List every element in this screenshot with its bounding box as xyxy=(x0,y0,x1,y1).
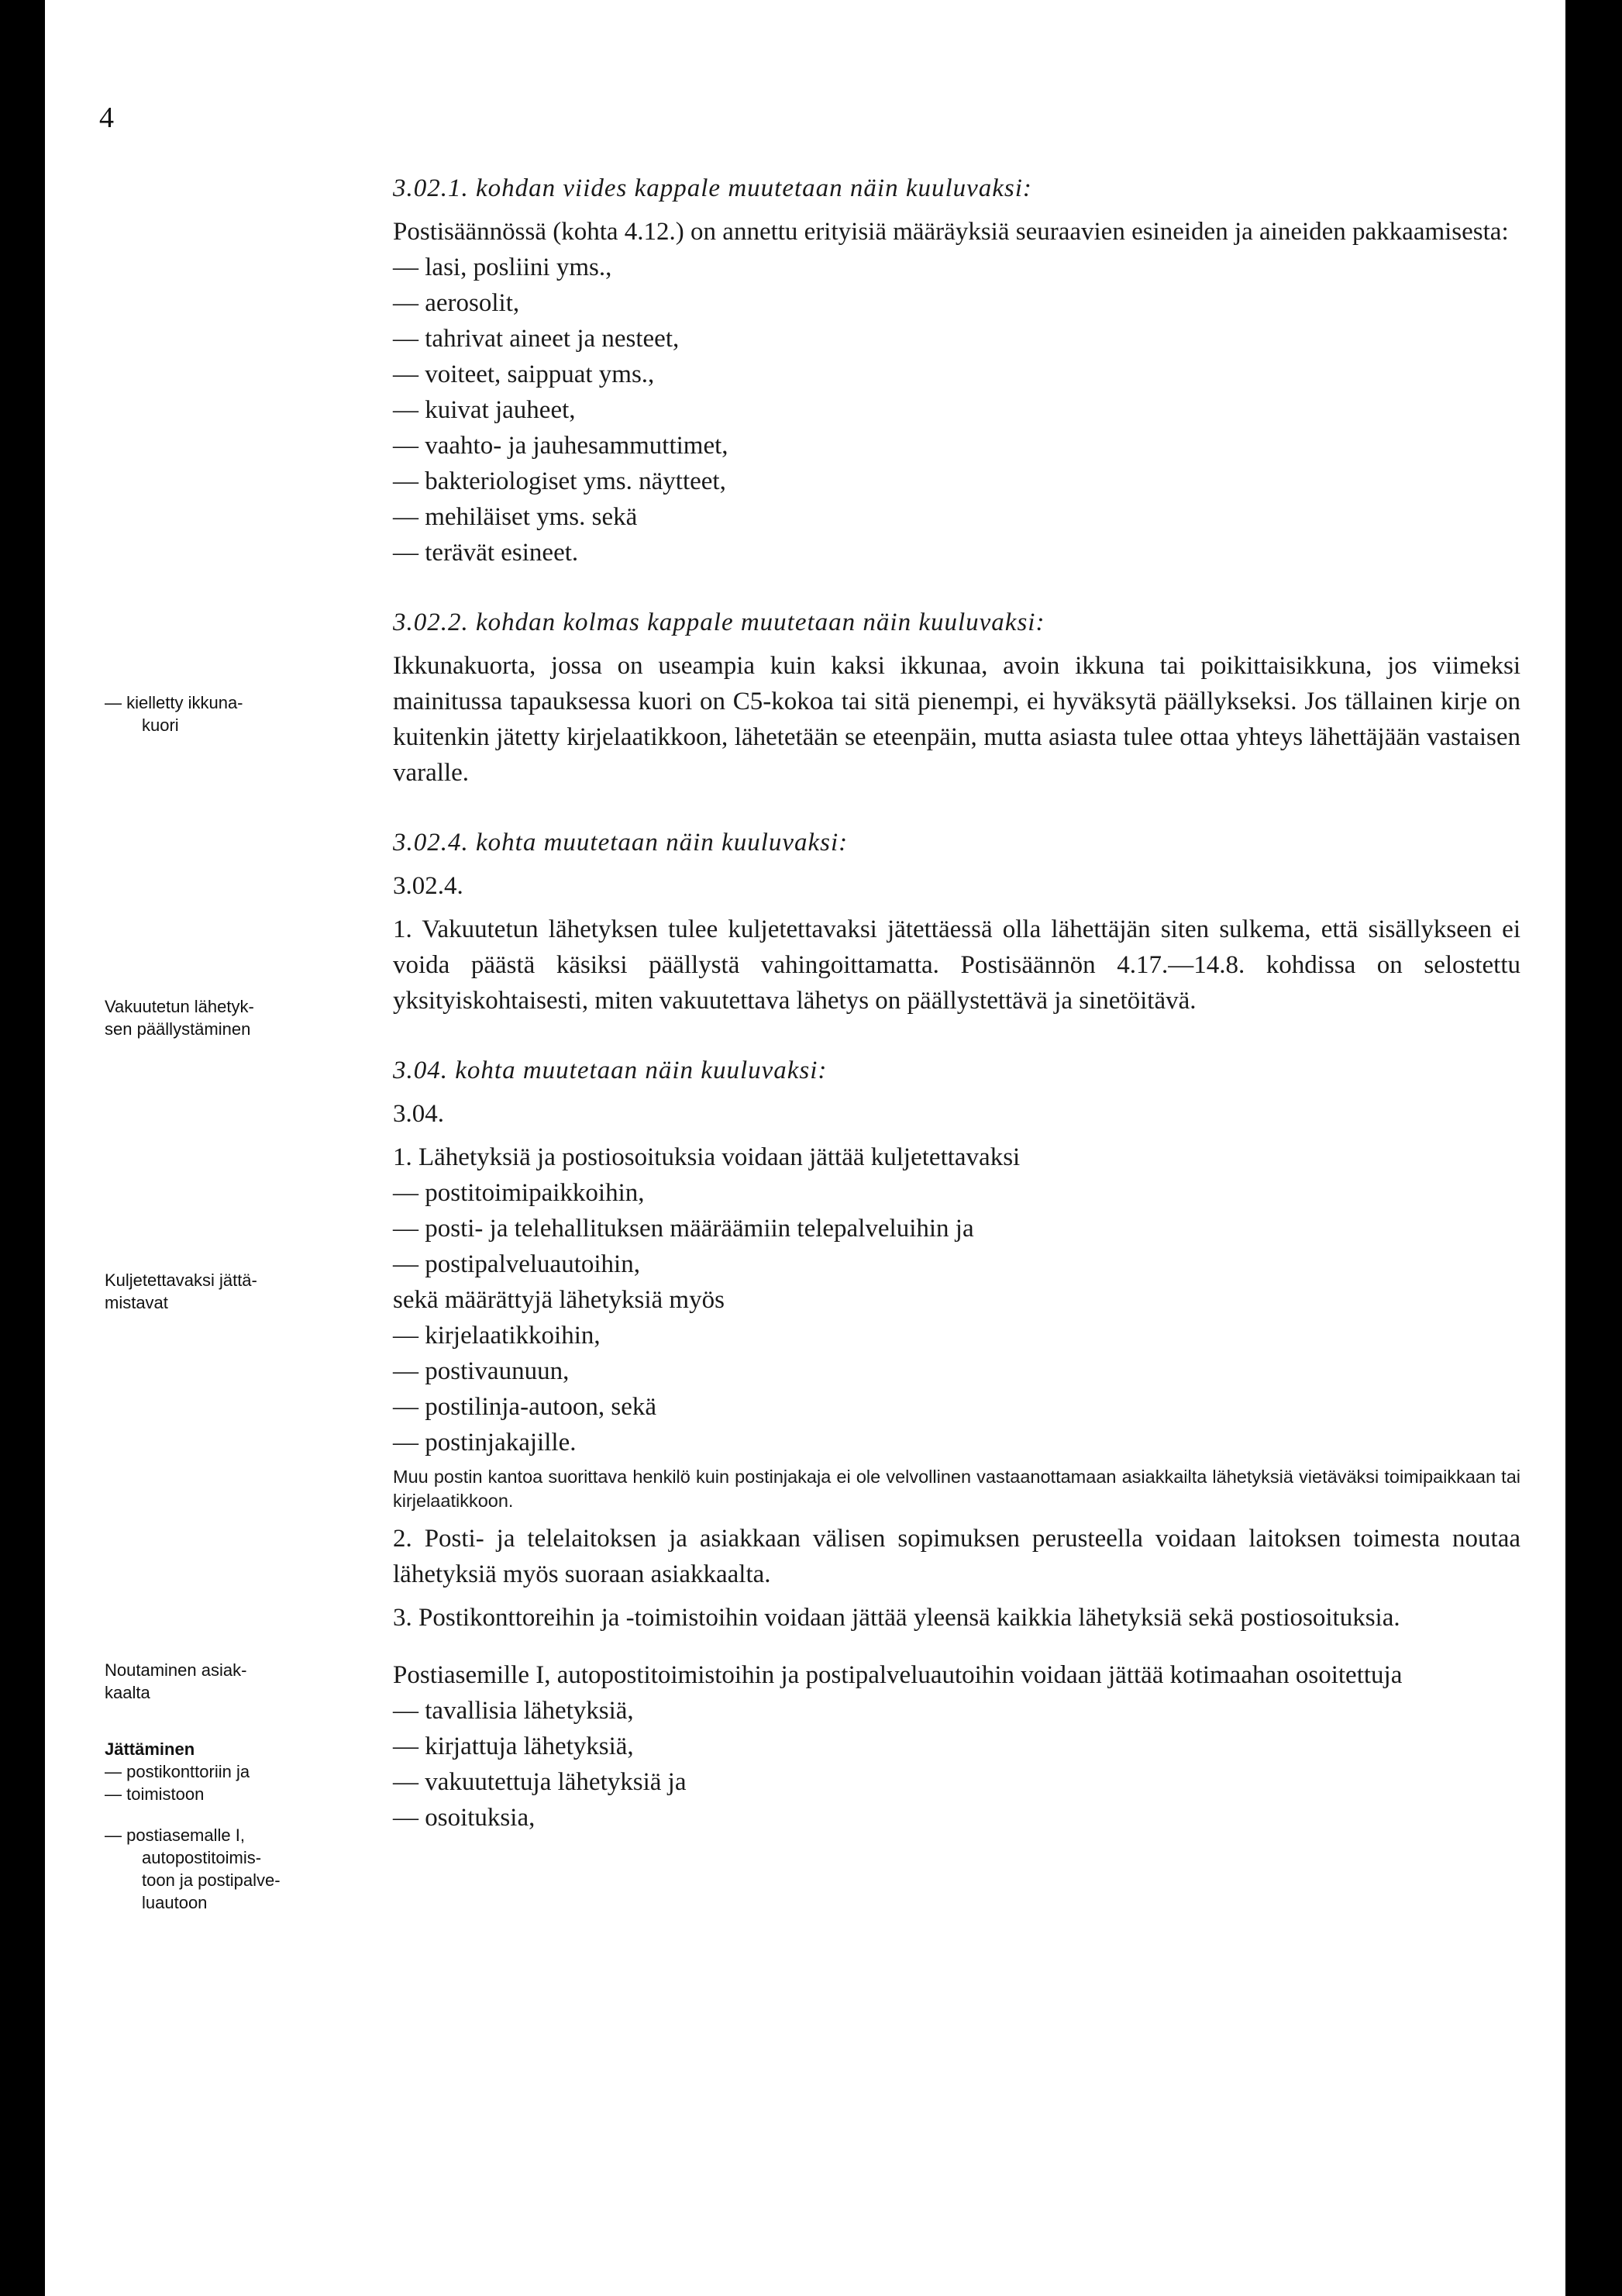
list xyxy=(393,1175,1520,1282)
list-item: — osoituksia, xyxy=(393,1804,536,1832)
list-item: — mehiläiset yms. sekä xyxy=(393,503,638,531)
scan-border-left xyxy=(31,0,45,2296)
paragraph: 3. Postikonttoreihin ja -toimistoihin voidaan jättää yleensä kaikkia lähetyksiä sekä postiosoituksia. xyxy=(393,1604,1400,1632)
paragraph: Postiasemille I, autopostitoimistoihin ja postipalveluautoihin voidaan jättää kotimaahan osoitettuja xyxy=(393,1661,1403,1689)
margin-note-collection-from-customer: Noutaminen asiak- kaalta xyxy=(105,1660,247,1702)
list-item: — aerosolit, xyxy=(393,289,520,317)
list-item: — tahrivat aineet ja nesteet, xyxy=(393,325,680,353)
margin-note-forbidden-window-envelope: — kielletty ikkuna- kuori xyxy=(105,693,243,735)
list-item: — bakteriologiset yms. näytteet, xyxy=(393,467,726,495)
margin-note-insured-packaging: Vakuutetun lähetyk- sen päällystäminen xyxy=(105,997,254,1039)
paragraph: 2. Posti- ja telelaitoksen ja asiakkaan välisen sopimuksen perusteella voidaan laitoksen toimesta noutaa lähetyksiä myös suoraan asiakkaalta. xyxy=(393,1525,1520,1588)
paragraph: 1. Vakuutetun lähetyksen tulee kuljetettavaksi jätettäessä olla lähettäjän siten sulkema, että sisällykseen ei voida päästä käsiksi päällystä vahingoittamatta. Postisäännön 4.17.—14.8. kohdissa on selostettu yksityiskohtaisesti, miten vakuutettava lähetys on päällystettävä ja sinetöitävä. xyxy=(393,915,1520,1015)
list-item: — lasi, posliini yms., xyxy=(393,253,612,281)
list-item: — tavallisia lähetyksiä, xyxy=(393,1697,634,1725)
list-item: — kirjattuja lähetyksiä, xyxy=(393,1732,634,1760)
clause-number: 3.02.4. xyxy=(393,872,463,900)
list-item: — vaahto- ja jauhesammuttimet, xyxy=(393,432,728,460)
section-heading: 3.04. kohta muutetaan näin kuuluvaksi: xyxy=(393,1057,828,1084)
paragraph: sekä määrättyjä lähetyksiä myös xyxy=(393,1286,725,1314)
section-heading: 3.02.1. kohdan viides kappale muutetaan näin kuuluvaksi: xyxy=(393,174,1032,202)
list-item: — kirjelaatikkoihin, xyxy=(393,1322,601,1350)
list-item: — kuivat jauheet, xyxy=(393,396,576,424)
scan-border-right xyxy=(1565,23,1589,2296)
list xyxy=(393,1693,1520,1836)
small-print-note: Muu postin kantoa suorittava henkilö kuin postinjakaja ei ole velvollinen vastaanottamaan asiakkailta lähetyksiä vietäväksi toimipaikkaan tai kirjelaatikkoon. xyxy=(393,1467,1520,1511)
paragraph: 1. Lähetyksiä ja postiosoituksia voidaan jättää kuljetettavaksi xyxy=(393,1143,1021,1171)
section-heading: 3.02.2. kohdan kolmas kappale muutetaan näin kuuluvaksi: xyxy=(393,608,1045,636)
margin-note-accepted-for-transport: Kuljetettavaksi jättä- mistavat xyxy=(105,1270,257,1312)
list-item: — posti- ja telehallituksen määräämiin telepalveluihin ja xyxy=(393,1215,974,1243)
page-number: 4 xyxy=(99,102,114,134)
list-item: — postilinja-autoon, sekä xyxy=(393,1393,657,1421)
clause-number: 3.04. xyxy=(393,1100,444,1128)
list-item: — postipalveluautoihin, xyxy=(393,1250,640,1278)
margin-note-submission: Jättäminen — postikonttoriin ja — toimistoon xyxy=(105,1739,250,1804)
list xyxy=(393,1318,1520,1460)
list-item: — voiteet, saippuat yms., xyxy=(393,360,655,388)
paragraph: Postisäännössä (kohta 4.12.) on annettu erityisiä määräyksiä seuraavien esineiden ja aineiden pakkaamisesta: xyxy=(393,218,1509,246)
list-item: — postinjakajille. xyxy=(393,1429,577,1457)
paragraph: Ikkunakuorta, jossa on useampia kuin kaksi ikkunaa, avoin ikkuna tai poikittaisikkuna, jos viimeksi mainitussa tapauksessa kuori on C5-kokoa tai sitä pienempi, ei hyväksytä päällykseksi. Jos tällainen kirje on kuitenkin jätetty kirjelaatikkoon, lähetetään se eteenpäin, mutta asiasta tulee ottaa yhteys lähettäjään vastaisen varalle. xyxy=(393,652,1520,787)
list-item: — terävät esineet. xyxy=(393,539,579,567)
list xyxy=(393,250,1520,571)
list-item: — postitoimipaikkoihin, xyxy=(393,1179,645,1207)
section-heading: 3.02.4. kohta muutetaan näin kuuluvaksi: xyxy=(393,829,849,857)
list-item: — vakuutettuja lähetyksiä ja xyxy=(393,1768,687,1796)
main-text xyxy=(393,171,1520,1836)
list-item: — postivaunuun, xyxy=(393,1357,570,1385)
margin-note-post-station: — postiasemalle I, autopostitoimis- toon ja postipalve- luautoon xyxy=(105,1825,281,1912)
